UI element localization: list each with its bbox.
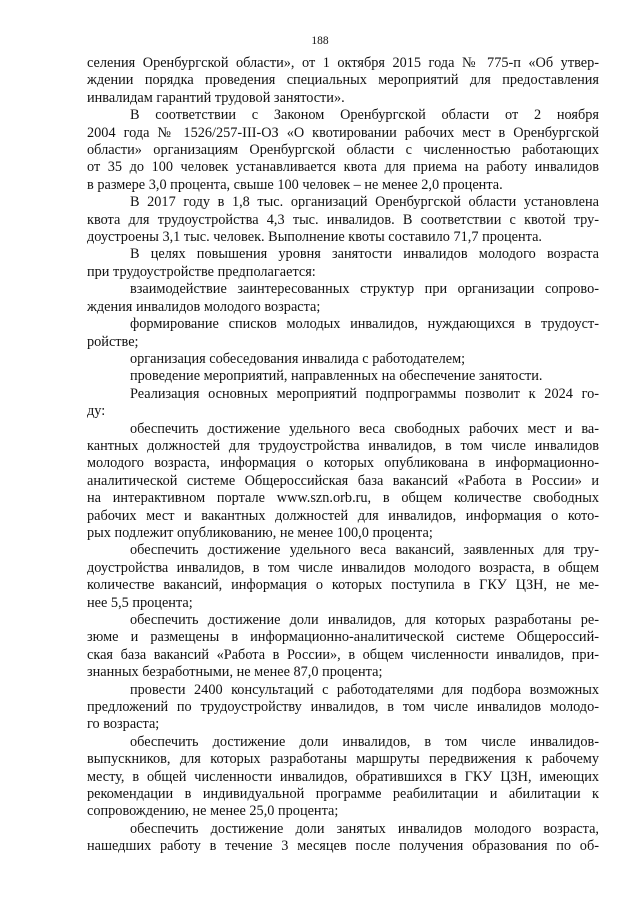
page-number: 188 (311, 35, 329, 47)
text-line: В соответствии с Законом Оренбургской области от 2 ноября (130, 107, 599, 124)
text-line: ройстве; (87, 333, 139, 350)
text-line: молодого возраста, информация о которых опубликована в информационно- (87, 455, 599, 472)
text-line: организация собеседования инвалида с работодателем; (130, 350, 466, 367)
text-line: ждения инвалидов молодого возраста; (87, 298, 321, 315)
text-line: аналитической системе Общероссийская база вакансий «Работа в России» и (87, 472, 599, 489)
text-line: месту, в общей численности инвалидов, обратившихся в ГКУ ЦЗН, имеющих (87, 768, 599, 785)
text-line: взаимодействие заинтересованных структур при организации сопрово- (130, 281, 599, 298)
text-line: формирование списков молодых инвалидов, нуждающихся в трудоуст- (130, 316, 599, 333)
text-line: предложений по трудоустройству инвалидов, в том числе инвалидов молодо- (87, 699, 599, 716)
text-line: кантных должностей для трудоустройства инвалидов, в том числе инвалидов (87, 437, 599, 454)
text-line: рабочих мест и вакантных должностей для инвалидов, информация о кото- (87, 507, 599, 524)
text-line: селения Оренбургской области», от 1 октября 2015 года № 775-п «Об утвер- (87, 55, 599, 71)
text-line: доустройства инвалидов, в том числе инвалидов молодого возраста, в общем (87, 559, 599, 576)
text-line: от 35 до 100 человек устанавливается квота для приема на работу инвалидов (87, 159, 599, 176)
text-line: на интерактивном портале www.szn.orb.ru, в общем количестве свободных (87, 490, 599, 507)
text-line: обеспечить достижение доли инвалидов, для которых разработаны ре- (130, 612, 599, 628)
text-line: В 2017 году в 1,8 тыс. организаций Оренбургской области установлена (130, 194, 599, 211)
text-line: проведение мероприятий, направленных на обеспечение занятости. (130, 368, 543, 385)
text-line: обеспечить достижение удельного веса свободных рабочих мест и ва- (130, 420, 599, 437)
text-line: количестве вакансий, информация о которых поступила в ГКУ ЦЗН, не ме- (87, 577, 599, 594)
text-line: обеспечить достижение доли занятых инвалидов молодого возраста, (130, 820, 599, 837)
text-line: при трудоустройстве предполагается: (87, 263, 316, 280)
text-line: рых подлежит опубликованию, не менее 100,0 процента; (87, 524, 433, 541)
text-line: го возраста; (87, 716, 160, 733)
text-line: 2004 года № 1526/257-III-ОЗ «О квотировании рабочих мест в Оренбургской (87, 124, 599, 141)
text-line: провести 2400 консультаций с работодателями для подбора возможных (130, 681, 599, 698)
text-line: сопровождению, не менее 25,0 процента; (87, 803, 339, 820)
text-line: нашедших работу в течение 3 месяцев после получения образования по об- (87, 838, 599, 855)
body-text (87, 55, 599, 856)
text-line: обеспечить достижение доли инвалидов, в том числе инвалидов- (130, 733, 599, 750)
text-line: области» организациям Оренбургской области с численностью работающих (87, 142, 599, 159)
text-line: В целях повышения уровня занятости инвалидов молодого возраста (130, 246, 599, 263)
text-line: в размере 3,0 процента, свыше 100 человек – не менее 2,0 процента. (87, 176, 503, 193)
text-line: Реализация основных мероприятий подпрограммы позволит к 2024 го- (130, 385, 599, 402)
text-line: обеспечить достижение удельного веса вакансий, заявленных для тру- (130, 542, 599, 559)
text-line: инвалидам гарантий трудовой занятости». (87, 89, 345, 106)
text-line: знанных безработными, не менее 87,0 процента; (87, 664, 383, 681)
text-line: зюме и размещены в информационно-аналитической системе Общероссий- (87, 629, 599, 646)
text-line: ская база вакансий «Работа в России», в общем численности инвалидов, при- (87, 646, 599, 663)
text-line: квота для трудоустройства 4,3 тыс. инвалидов. В соответствии с квотой тру- (87, 211, 599, 228)
text-line: нее 5,5 процента; (87, 594, 193, 611)
text-line: ду: (87, 403, 106, 420)
text-line: рекомендации в индивидуальной программе реабилитации и абилитации к (87, 786, 599, 803)
text-line: ждении порядка проведения специальных мероприятий для предоставления (87, 72, 599, 89)
text-line: выпускников, для которых разработаны маршруты передвижения к рабочему (87, 751, 599, 768)
text-line: доустроены 3,1 тыс. человек. Выполнение квоты составило 71,7 процента. (87, 229, 543, 246)
